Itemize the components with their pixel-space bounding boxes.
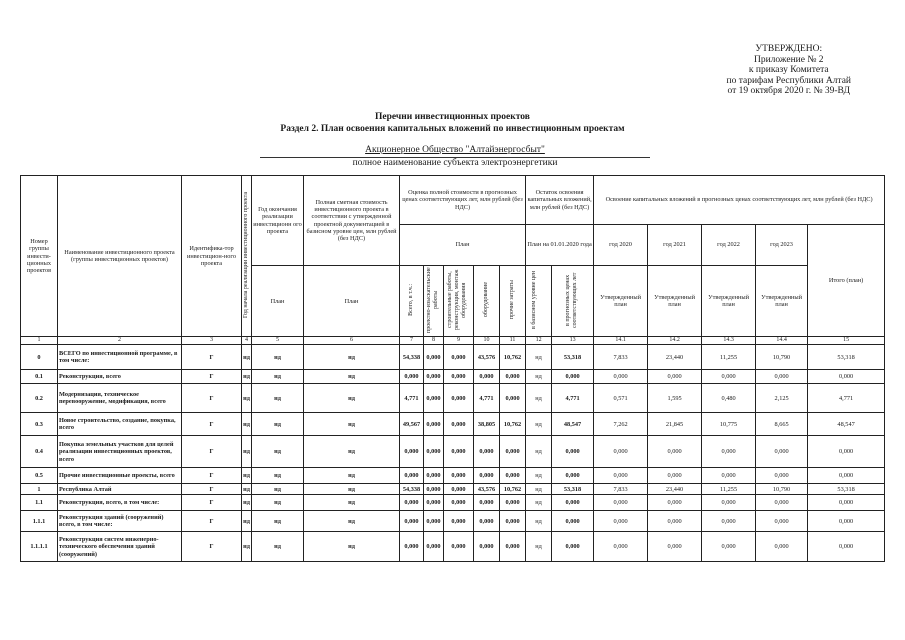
table-row <box>21 436 885 468</box>
row-pir: 0,000 <box>424 436 444 468</box>
row-base-price: нд <box>526 436 552 468</box>
column-number: 13 <box>552 337 594 345</box>
row-plan-2020: 0,000 <box>594 468 648 484</box>
row-name: Реконструкция, всего, в том числе: <box>58 495 182 511</box>
table-row <box>21 495 885 511</box>
row-smr: 0,000 <box>444 370 474 384</box>
row-pir: 0,000 <box>424 532 444 562</box>
row-end-year: нд <box>252 484 304 495</box>
header-group-no: Номер группы инвести-ционных проектов <box>21 176 58 337</box>
row-full-cost: нд <box>304 436 400 468</box>
row-plan-2021: 0,000 <box>648 511 702 532</box>
column-numbers-row <box>21 337 885 345</box>
row-identifier: Г <box>182 413 242 436</box>
row-plan-2023: 10,790 <box>756 345 808 370</box>
row-number: 1.1.1 <box>21 511 58 532</box>
row-equipment: 0,000 <box>474 370 500 384</box>
row-other: 0,000 <box>500 511 526 532</box>
row-pir: 0,000 <box>424 370 444 384</box>
row-total: 54,338 <box>400 484 424 495</box>
table-row <box>21 345 885 370</box>
row-equipment: 0,000 <box>474 436 500 468</box>
row-total: 0,000 <box>400 370 424 384</box>
row-start-year: нд <box>242 532 252 562</box>
row-name: Реконструкция систем инженерно-технического обеспечения зданий (сооружений) <box>58 532 182 562</box>
row-total: 0,000 <box>400 532 424 562</box>
row-name: Покупка земельных участков для целей реализации инвестиционных проектов, всего <box>58 436 182 468</box>
header-sub-forecast-prices: в прогнозных ценах соответствующих лет <box>564 272 578 328</box>
row-forecast-price: 0,000 <box>552 436 594 468</box>
row-full-cost: нд <box>304 370 400 384</box>
row-name: Модернизация, техническое перевооружение, модификация, всего <box>58 384 182 413</box>
row-equipment: 43,576 <box>474 484 500 495</box>
row-plan-2021: 1,595 <box>648 384 702 413</box>
row-plan-2020: 0,000 <box>594 495 648 511</box>
row-name: Прочие инвестиционные проекты, всего <box>58 468 182 484</box>
row-end-year: нд <box>252 370 304 384</box>
organization-name: Акционерное Общество "Алтайэнергосбыт" <box>365 145 545 155</box>
row-smr: 0,000 <box>444 511 474 532</box>
column-number: 2 <box>58 337 182 345</box>
header-sub-base-cell <box>526 266 552 337</box>
investment-table <box>20 175 885 562</box>
row-plan-2023: 0,000 <box>756 532 808 562</box>
row-plan-2022: 0,480 <box>702 384 756 413</box>
row-total: 54,338 <box>400 345 424 370</box>
row-plan-2020: 0,000 <box>594 370 648 384</box>
column-number: 4 <box>242 337 252 345</box>
row-start-year: нд <box>242 413 252 436</box>
row-other: 10,762 <box>500 413 526 436</box>
header-approved-2020: Утвержденный план <box>594 266 648 337</box>
row-forecast-price: 4,771 <box>552 384 594 413</box>
row-plan-total: 0,000 <box>808 532 885 562</box>
row-smr: 0,000 <box>444 484 474 495</box>
row-equipment: 0,000 <box>474 495 500 511</box>
row-plan-2023: 0,000 <box>756 511 808 532</box>
column-number: 7 <box>400 337 424 345</box>
row-name: Республика Алтай <box>58 484 182 495</box>
row-other: 10,762 <box>500 345 526 370</box>
row-equipment: 43,576 <box>474 345 500 370</box>
header-sub-smr: строительные работы, реконструкция, монтаж оборудования <box>446 269 467 331</box>
header-forecast-plan: План <box>400 225 526 266</box>
approval-line: от 19 октября 2020 г. № 39-ВД <box>727 86 850 96</box>
row-total: 0,000 <box>400 511 424 532</box>
row-plan-2022: 0,000 <box>702 495 756 511</box>
row-smr: 0,000 <box>444 468 474 484</box>
row-number: 0.1 <box>21 370 58 384</box>
row-base-price: нд <box>526 484 552 495</box>
header-sub-equipment-cell <box>474 266 500 337</box>
row-plan-2022: 0,000 <box>702 468 756 484</box>
approval-line: к приказу Комитета <box>748 65 829 75</box>
column-number: 14.1 <box>594 337 648 345</box>
row-plan-2021: 23,440 <box>648 345 702 370</box>
row-plan-2022: 0,000 <box>702 532 756 562</box>
row-pir: 0,000 <box>424 511 444 532</box>
row-smr: 0,000 <box>444 436 474 468</box>
row-number: 1.1 <box>21 495 58 511</box>
row-plan-2020: 7,262 <box>594 413 648 436</box>
row-equipment: 4,771 <box>474 384 500 413</box>
row-other: 10,762 <box>500 484 526 495</box>
row-total: 0,000 <box>400 436 424 468</box>
header-full-cost: Полная сметная стоимость инвестиционного проекта в соответствии с утвержденной проектной документацией в базисном уровне цен, млн рублей (без НДС) <box>304 176 400 266</box>
row-plan-2020: 0,000 <box>594 532 648 562</box>
approval-stamp <box>727 44 852 97</box>
header-sub-forecast-cell <box>552 266 594 337</box>
row-name: Реконструкция зданий (сооружений) всего, в том числе: <box>58 511 182 532</box>
organization-caption: полное наименование субъекта электроэнергетики <box>352 158 558 168</box>
row-plan-2023: 10,790 <box>756 484 808 495</box>
row-plan-2020: 7,833 <box>594 345 648 370</box>
row-base-price: нд <box>526 468 552 484</box>
row-smr: 0,000 <box>444 384 474 413</box>
row-plan-2021: 0,000 <box>648 532 702 562</box>
row-base-price: нд <box>526 345 552 370</box>
row-identifier: Г <box>182 511 242 532</box>
row-plan-2023: 0,000 <box>756 370 808 384</box>
row-plan-2023: 0,000 <box>756 495 808 511</box>
approval-line: Приложение № 2 <box>753 54 824 65</box>
row-start-year: нд <box>242 495 252 511</box>
row-forecast-price: 0,000 <box>552 468 594 484</box>
document-title: Перечни инвестиционных проектов <box>375 112 530 122</box>
row-plan-total: 4,771 <box>808 384 885 413</box>
table-row <box>21 511 885 532</box>
header-approved-2022: Утвержденный план <box>702 266 756 337</box>
approval-line: УТВЕРЖДЕНО: <box>755 44 823 54</box>
row-full-cost: нд <box>304 468 400 484</box>
row-full-cost: нд <box>304 484 400 495</box>
row-plan-2022: 11,255 <box>702 345 756 370</box>
row-smr: 0,000 <box>444 345 474 370</box>
column-number: 14.4 <box>756 337 808 345</box>
row-base-price: нд <box>526 495 552 511</box>
header-sub-base-prices: в базисном уровне цен <box>530 271 537 329</box>
row-number: 0.4 <box>21 436 58 468</box>
row-other: 0,000 <box>500 468 526 484</box>
row-forecast-price: 48,547 <box>552 413 594 436</box>
row-equipment: 0,000 <box>474 468 500 484</box>
header-plan-on-date: План на 01.01.2020 года <box>526 225 594 266</box>
header-year-2021: год 2021 <box>648 225 702 266</box>
row-identifier: Г <box>182 370 242 384</box>
row-start-year: нд <box>242 436 252 468</box>
row-full-cost: нд <box>304 413 400 436</box>
table-row <box>21 384 885 413</box>
row-base-price: нд <box>526 532 552 562</box>
row-end-year: нд <box>252 495 304 511</box>
column-number: 14.3 <box>702 337 756 345</box>
row-number: 1 <box>21 484 58 495</box>
header-full-plan: План <box>304 266 400 337</box>
table-row <box>21 413 885 436</box>
row-plan-2021: 0,000 <box>648 436 702 468</box>
header-sub-total: Всего, в т.ч.: <box>408 284 414 316</box>
row-pir: 0,000 <box>424 413 444 436</box>
document-heading <box>0 111 905 135</box>
row-name: ВСЕГО по инвестиционной программе, в том числе: <box>58 345 182 370</box>
table-row <box>21 484 885 495</box>
header-sub-equipment: оборудование <box>483 282 489 318</box>
row-other: 0,000 <box>500 532 526 562</box>
row-end-year: нд <box>252 468 304 484</box>
row-plan-2021: 21,845 <box>648 413 702 436</box>
column-number: 3 <box>182 337 242 345</box>
header-sub-smr-cell <box>444 266 474 337</box>
header-total-plan: Итого (план) <box>808 225 885 337</box>
row-forecast-price: 0,000 <box>552 370 594 384</box>
header-sub-other-cell <box>500 266 526 337</box>
row-pir: 0,000 <box>424 345 444 370</box>
row-full-cost: нд <box>304 384 400 413</box>
row-end-year: нд <box>252 532 304 562</box>
row-pir: 0,000 <box>424 384 444 413</box>
column-number: 15 <box>808 337 885 345</box>
header-balance: Остаток освоения капитальных вложений, млн рублей (без НДС) <box>526 176 594 225</box>
header-identifier: Идентифика-тор инвестицион-ного проекта <box>182 176 242 337</box>
row-pir: 0,000 <box>424 468 444 484</box>
row-plan-2021: 0,000 <box>648 495 702 511</box>
row-identifier: Г <box>182 495 242 511</box>
header-sub-total-cell <box>400 266 424 337</box>
row-other: 0,000 <box>500 495 526 511</box>
header-sub-other: прочие затраты <box>509 280 516 320</box>
row-plan-2023: 0,000 <box>756 468 808 484</box>
header-development: Освоение капитальных вложений в прогнозных ценах соответствующих лет, млн рублей (без НДС) <box>594 176 885 225</box>
row-plan-total: 0,000 <box>808 370 885 384</box>
row-plan-2023: 8,665 <box>756 413 808 436</box>
row-plan-total: 0,000 <box>808 468 885 484</box>
column-number: 1 <box>21 337 58 345</box>
column-number: 9 <box>444 337 474 345</box>
header-approved-2023: Утвержденный план <box>756 266 808 337</box>
row-start-year: нд <box>242 384 252 413</box>
column-number: 5 <box>252 337 304 345</box>
header-year-2022: год 2022 <box>702 225 756 266</box>
section-title: Раздел 2. План освоения капитальных вложений по инвестиционным проектам <box>280 124 625 134</box>
row-plan-2022: 0,000 <box>702 370 756 384</box>
row-full-cost: нд <box>304 495 400 511</box>
column-number: 11 <box>500 337 526 345</box>
row-number: 0.3 <box>21 413 58 436</box>
row-name: Реконструкция, всего <box>58 370 182 384</box>
row-plan-2022: 11,255 <box>702 484 756 495</box>
row-plan-total: 0,000 <box>808 436 885 468</box>
row-name: Новое строительство, создание, покупка, всего <box>58 413 182 436</box>
header-sub-pir: проектно-изыскательские работы <box>425 267 439 333</box>
approval-line: по тарифам Республики Алтай <box>726 75 851 86</box>
row-total: 49,567 <box>400 413 424 436</box>
row-end-year: нд <box>252 384 304 413</box>
column-number: 14.2 <box>648 337 702 345</box>
row-plan-2022: 0,000 <box>702 436 756 468</box>
row-base-price: нд <box>526 384 552 413</box>
row-plan-2023: 2,125 <box>756 384 808 413</box>
header-sub-pir-cell <box>424 266 444 337</box>
row-smr: 0,000 <box>444 413 474 436</box>
row-forecast-price: 0,000 <box>552 532 594 562</box>
row-end-year: нд <box>252 345 304 370</box>
row-pir: 0,000 <box>424 484 444 495</box>
row-equipment: 38,805 <box>474 413 500 436</box>
row-start-year: нд <box>242 370 252 384</box>
row-number: 0.5 <box>21 468 58 484</box>
row-total: 0,000 <box>400 468 424 484</box>
table-body <box>21 345 885 562</box>
row-forecast-price: 53,318 <box>552 484 594 495</box>
header-end-plan: План <box>252 266 304 337</box>
table-row <box>21 370 885 384</box>
row-total: 0,000 <box>400 495 424 511</box>
row-identifier: Г <box>182 484 242 495</box>
row-plan-total: 53,318 <box>808 484 885 495</box>
row-identifier: Г <box>182 468 242 484</box>
row-identifier: Г <box>182 384 242 413</box>
header-start-year-cell <box>242 176 252 337</box>
header-forecast-cost: Оценка полной стоимости в прогнозных ценах соответствующих лет, млн рублей (без НДС) <box>400 176 526 225</box>
row-plan-2020: 7,833 <box>594 484 648 495</box>
row-base-price: нд <box>526 370 552 384</box>
table-row <box>21 532 885 562</box>
header-year-2020: год 2020 <box>594 225 648 266</box>
row-plan-total: 53,318 <box>808 345 885 370</box>
row-base-price: нд <box>526 511 552 532</box>
row-smr: 0,000 <box>444 532 474 562</box>
row-plan-2020: 0,000 <box>594 511 648 532</box>
row-plan-2022: 10,775 <box>702 413 756 436</box>
column-number: 12 <box>526 337 552 345</box>
row-identifier: Г <box>182 345 242 370</box>
row-forecast-price: 0,000 <box>552 495 594 511</box>
column-number: 10 <box>474 337 500 345</box>
row-pir: 0,000 <box>424 495 444 511</box>
header-start-year: Год начала реализации инвестиционного проекта <box>243 192 249 318</box>
row-plan-2022: 0,000 <box>702 511 756 532</box>
row-plan-2023: 0,000 <box>756 436 808 468</box>
row-number: 1.1.1.1 <box>21 532 58 562</box>
row-full-cost: нд <box>304 511 400 532</box>
header-approved-2021: Утвержденный план <box>648 266 702 337</box>
row-plan-total: 48,547 <box>808 413 885 436</box>
row-plan-2021: 0,000 <box>648 468 702 484</box>
row-other: 0,000 <box>500 384 526 413</box>
row-other: 0,000 <box>500 436 526 468</box>
row-start-year: нд <box>242 484 252 495</box>
row-total: 4,771 <box>400 384 424 413</box>
row-plan-2020: 0,571 <box>594 384 648 413</box>
table-row <box>21 468 885 484</box>
row-start-year: нд <box>242 345 252 370</box>
row-end-year: нд <box>252 511 304 532</box>
row-end-year: нд <box>252 436 304 468</box>
row-equipment: 0,000 <box>474 511 500 532</box>
row-equipment: 0,000 <box>474 532 500 562</box>
row-base-price: нд <box>526 413 552 436</box>
row-start-year: нд <box>242 511 252 532</box>
row-plan-2021: 0,000 <box>648 370 702 384</box>
column-number: 6 <box>304 337 400 345</box>
row-start-year: нд <box>242 468 252 484</box>
table-header <box>21 176 885 345</box>
row-plan-2021: 23,440 <box>648 484 702 495</box>
row-other: 0,000 <box>500 370 526 384</box>
row-end-year: нд <box>252 413 304 436</box>
column-number: 8 <box>424 337 444 345</box>
row-plan-2020: 0,000 <box>594 436 648 468</box>
organization-block <box>260 145 650 169</box>
row-plan-total: 0,000 <box>808 511 885 532</box>
row-identifier: Г <box>182 436 242 468</box>
header-year-2023: год 2023 <box>756 225 808 266</box>
row-smr: 0,000 <box>444 495 474 511</box>
row-number: 0.2 <box>21 384 58 413</box>
header-end-year: Год окончания реализации инвестиционн ого проекта <box>252 176 304 266</box>
row-forecast-price: 53,318 <box>552 345 594 370</box>
header-project-name: Наименование инвестиционного проекта (группы инвестиционных проектов) <box>58 176 182 337</box>
row-number: 0 <box>21 345 58 370</box>
row-plan-total: 0,000 <box>808 495 885 511</box>
row-identifier: Г <box>182 532 242 562</box>
row-full-cost: нд <box>304 532 400 562</box>
row-full-cost: нд <box>304 345 400 370</box>
row-forecast-price: 0,000 <box>552 511 594 532</box>
